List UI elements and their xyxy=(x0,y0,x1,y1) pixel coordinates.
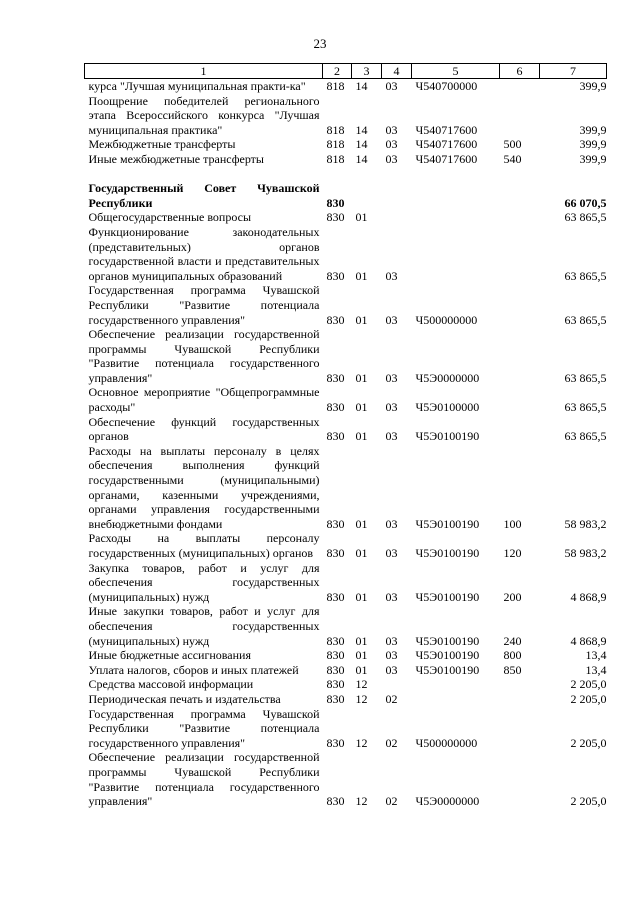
table-row xyxy=(85,604,607,648)
row-target-code: Ч5Э0100190 xyxy=(415,633,480,648)
row-section-code: 01 xyxy=(355,400,368,415)
table-row xyxy=(85,181,607,210)
row-name: Периодическая печать и издательства xyxy=(88,691,281,706)
row-target-code xyxy=(412,225,500,283)
row-section-code: 01 xyxy=(355,589,368,604)
row-name: Средства массовой информации xyxy=(88,677,254,692)
row-name: Иные межбюджетные трансферты xyxy=(88,151,264,166)
row-section-code: 12 xyxy=(355,794,368,809)
row-name: Межбюджетные трансферты xyxy=(88,137,236,152)
row-section-code: 01 xyxy=(355,648,368,663)
row-amount: 2 205,0 xyxy=(570,794,607,809)
table-row xyxy=(85,692,607,707)
row-amount: 399,9 xyxy=(579,151,607,166)
header-col-4: 4 xyxy=(382,64,412,79)
row-expense-type: 120 xyxy=(503,546,522,560)
table-row xyxy=(85,677,607,692)
row-admin-code: 830 xyxy=(326,429,345,444)
row-target-code: Ч540717600 xyxy=(415,122,478,137)
row-section-code: 14 xyxy=(355,151,368,166)
row-admin-code: 830 xyxy=(326,589,345,604)
table-header xyxy=(85,64,607,79)
row-expense-type xyxy=(500,79,540,94)
row-section-code: 14 xyxy=(355,79,368,93)
row-admin-code: 818 xyxy=(326,151,345,166)
row-subsection-code: 03 xyxy=(385,516,398,531)
row-section-code: 01 xyxy=(355,429,368,444)
header-col-6: 6 xyxy=(500,64,540,79)
row-expense-type xyxy=(500,327,540,385)
row-target-code: Ч500000000 xyxy=(415,312,478,327)
row-expense-type: 100 xyxy=(503,516,522,531)
row-subsection-code: 03 xyxy=(385,312,398,327)
row-admin-code: 830 xyxy=(326,662,345,677)
row-subsection-code: 03 xyxy=(385,370,398,385)
table-row xyxy=(85,225,607,283)
header-col-1: 1 xyxy=(85,64,323,79)
table-body xyxy=(85,79,607,809)
row-amount: 63 865,5 xyxy=(564,268,607,283)
row-name: Государственная программа Чувашской Республики "Развитие потенциала государственного управления" xyxy=(88,706,320,750)
row-section-code: 12 xyxy=(355,677,368,692)
row-target-code: Ч5Э0100190 xyxy=(415,589,480,604)
row-expense-type xyxy=(500,415,540,444)
table-row xyxy=(85,283,607,327)
row-name: Поощрение победителей регионального этапа Всероссийского конкурса "Лучшая муниципальная практика" xyxy=(88,93,320,137)
row-subsection-code: 03 xyxy=(385,546,398,560)
row-subsection-code: 03 xyxy=(385,589,398,604)
row-amount: 13,4 xyxy=(585,662,607,677)
row-expense-type: 540 xyxy=(503,151,522,166)
row-expense-type xyxy=(500,692,540,707)
row-target-code: Ч5Э0000000 xyxy=(415,794,480,809)
row-subsection-code: 03 xyxy=(385,633,398,648)
row-expense-type xyxy=(500,210,540,225)
row-admin-code: 830 xyxy=(326,633,345,648)
row-expense-type xyxy=(500,181,540,210)
row-section-code: 14 xyxy=(355,122,368,137)
row-target-code xyxy=(412,692,500,707)
row-subsection-code xyxy=(382,677,412,692)
row-target-code: Ч5Э0100000 xyxy=(415,400,480,415)
row-subsection-code xyxy=(382,210,412,225)
row-expense-type: 800 xyxy=(503,648,522,663)
row-admin-code: 830 xyxy=(326,195,345,210)
header-col-2: 2 xyxy=(323,64,352,79)
row-subsection-code: 03 xyxy=(385,662,398,677)
table-row xyxy=(85,561,607,605)
row-expense-type: 240 xyxy=(503,633,522,648)
table-row xyxy=(85,210,607,225)
row-target-code: Ч5Э0100190 xyxy=(415,662,480,677)
row-expense-type xyxy=(500,677,540,692)
row-amount: 63 865,5 xyxy=(564,210,607,225)
row-admin-code: 830 xyxy=(326,516,345,531)
row-subsection-code: 03 xyxy=(385,151,398,166)
row-amount: 2 205,0 xyxy=(570,691,607,706)
row-name: Уплата налогов, сборов и иных платежей xyxy=(88,662,299,677)
row-name: Иные бюджетные ассигнования xyxy=(88,648,251,663)
row-target-code: Ч540700000 xyxy=(415,79,478,93)
row-target-code: Ч540717600 xyxy=(415,151,478,166)
row-name: Расходы на выплаты персоналу в целях обеспечения выполнения функций государственными (муниципальными) органами, казенными учреждениями, органами управления государственными внебюджетными фондами xyxy=(88,443,320,531)
table-row xyxy=(85,137,607,152)
row-section-code: 01 xyxy=(355,312,368,327)
table-row xyxy=(85,152,607,167)
row-subsection-code: 02 xyxy=(385,735,398,750)
row-admin-code: 818 xyxy=(326,122,345,137)
row-section-code: 01 xyxy=(355,210,368,225)
header-col-3: 3 xyxy=(352,64,382,79)
row-expense-type xyxy=(500,225,540,283)
row-subsection-code: 02 xyxy=(385,691,398,706)
row-admin-code: 830 xyxy=(326,735,345,750)
row-name: Общегосударственные вопросы xyxy=(88,210,252,225)
table-row xyxy=(85,707,607,751)
row-admin-code: 830 xyxy=(326,370,345,385)
row-expense-type: 500 xyxy=(503,137,522,152)
row-admin-code: 830 xyxy=(326,312,345,327)
row-subsection-code: 03 xyxy=(385,429,398,444)
row-target-code: Ч5Э0000000 xyxy=(415,370,480,385)
row-expense-type xyxy=(500,750,540,808)
table-row xyxy=(85,663,607,678)
row-subsection-code: 03 xyxy=(385,648,398,663)
row-name: Обеспечение функций государственных органов xyxy=(88,414,320,444)
row-subsection-code: 03 xyxy=(385,268,398,283)
row-amount: 66 070,5 xyxy=(564,195,607,210)
row-amount: 58 983,2 xyxy=(564,546,607,560)
row-admin-code: 830 xyxy=(326,546,345,560)
row-name: Расходы на выплаты персоналу государственных (муниципальных) органов xyxy=(88,531,320,560)
table-row xyxy=(85,327,607,385)
row-target-code: Ч500000000 xyxy=(415,735,478,750)
row-expense-type: 200 xyxy=(503,589,522,604)
row-name: Иные закупки товаров, работ и услуг для обеспечения государственных (муниципальных) нужд xyxy=(88,604,320,648)
row-amount: 2 205,0 xyxy=(570,735,607,750)
row-name: Функционирование законодательных (представительных) органов государственной власти и представительных органов муниципальных образований xyxy=(88,224,320,283)
header-col-5: 5 xyxy=(412,64,500,79)
row-target-code: Ч5Э0100190 xyxy=(415,516,480,531)
row-name: Обеспечение реализации государственной программы Чувашской Республики "Развитие потенциала государственного управления" xyxy=(88,327,320,385)
row-amount: 399,9 xyxy=(579,122,607,137)
row-section-code: 12 xyxy=(355,735,368,750)
spacer-row xyxy=(85,167,607,182)
row-target-code xyxy=(412,677,500,692)
row-amount: 4 868,9 xyxy=(570,633,607,648)
row-section-code: 01 xyxy=(355,516,368,531)
row-amount: 63 865,5 xyxy=(564,400,607,415)
row-target-code xyxy=(412,210,500,225)
row-amount: 399,9 xyxy=(579,137,607,152)
table-row xyxy=(85,385,607,414)
row-amount: 2 205,0 xyxy=(570,677,607,692)
row-target-code: Ч5Э0100190 xyxy=(415,429,480,444)
row-expense-type: 850 xyxy=(503,662,522,677)
header-row xyxy=(85,64,607,79)
row-admin-code: 830 xyxy=(326,210,345,225)
table-row xyxy=(85,415,607,444)
row-name: Основное мероприятие "Общепрограммные расходы" xyxy=(88,385,320,415)
row-target-code: Ч5Э0100190 xyxy=(415,546,480,560)
row-subsection-code: 02 xyxy=(385,794,398,809)
row-admin-code: 830 xyxy=(326,677,345,692)
row-section-code: 01 xyxy=(355,546,368,560)
row-expense-type xyxy=(500,283,540,327)
row-subsection-code: 03 xyxy=(385,137,398,152)
row-admin-code: 818 xyxy=(326,137,345,152)
spacer-cell xyxy=(85,167,607,182)
row-admin-code: 830 xyxy=(326,648,345,663)
row-section-code: 01 xyxy=(355,662,368,677)
table-row xyxy=(85,444,607,532)
header-col-7: 7 xyxy=(540,64,607,79)
row-amount: 13,4 xyxy=(585,648,607,663)
row-subsection-code: 03 xyxy=(385,122,398,137)
row-subsection-code: 03 xyxy=(385,400,398,415)
table-row xyxy=(85,750,607,808)
page-number: 23 xyxy=(313,36,327,51)
table-row xyxy=(85,648,607,663)
row-target-code: Ч540717600 xyxy=(415,137,478,152)
row-amount: 63 865,5 xyxy=(564,370,607,385)
row-amount: 63 865,5 xyxy=(564,429,607,444)
budget-table xyxy=(84,63,607,809)
row-target-code xyxy=(412,181,500,210)
row-section-code: 12 xyxy=(355,691,368,706)
row-subsection-code xyxy=(382,181,412,210)
row-admin-code: 830 xyxy=(326,400,345,415)
row-name: Государственная программа Чувашской Республики "Развитие потенциала государственного управления" xyxy=(88,283,320,327)
row-expense-type xyxy=(500,94,540,138)
row-section-code: 01 xyxy=(355,268,368,283)
row-expense-type xyxy=(500,385,540,414)
row-amount: 4 868,9 xyxy=(570,589,607,604)
row-name: курса "Лучшая муниципальная практи-ка" xyxy=(88,79,306,93)
row-expense-type xyxy=(500,707,540,751)
row-amount: 58 983,2 xyxy=(564,516,607,531)
row-name: Закупка товаров, работ и услуг для обеспечения государственных (муниципальных) нужд xyxy=(88,560,320,604)
row-name: Государственный Совет Чувашской Республики xyxy=(88,181,320,210)
table-row xyxy=(85,79,607,94)
row-admin-code: 830 xyxy=(326,691,345,706)
row-section-code: 01 xyxy=(355,370,368,385)
row-name: Обеспечение реализации государственной программы Чувашской Республики "Развитие потенциала государственного управления" xyxy=(88,750,320,809)
row-subsection-code: 03 xyxy=(385,79,398,93)
row-admin-code: 818 xyxy=(326,79,345,93)
row-amount: 399,9 xyxy=(579,79,607,93)
row-section-code xyxy=(352,181,382,210)
row-amount: 63 865,5 xyxy=(564,312,607,327)
row-target-code: Ч5Э0100190 xyxy=(415,648,480,663)
table-row xyxy=(85,94,607,138)
row-section-code: 14 xyxy=(355,137,368,152)
table-row xyxy=(85,531,607,560)
row-admin-code: 830 xyxy=(326,268,345,283)
row-section-code: 01 xyxy=(355,633,368,648)
row-admin-code: 830 xyxy=(326,794,345,809)
